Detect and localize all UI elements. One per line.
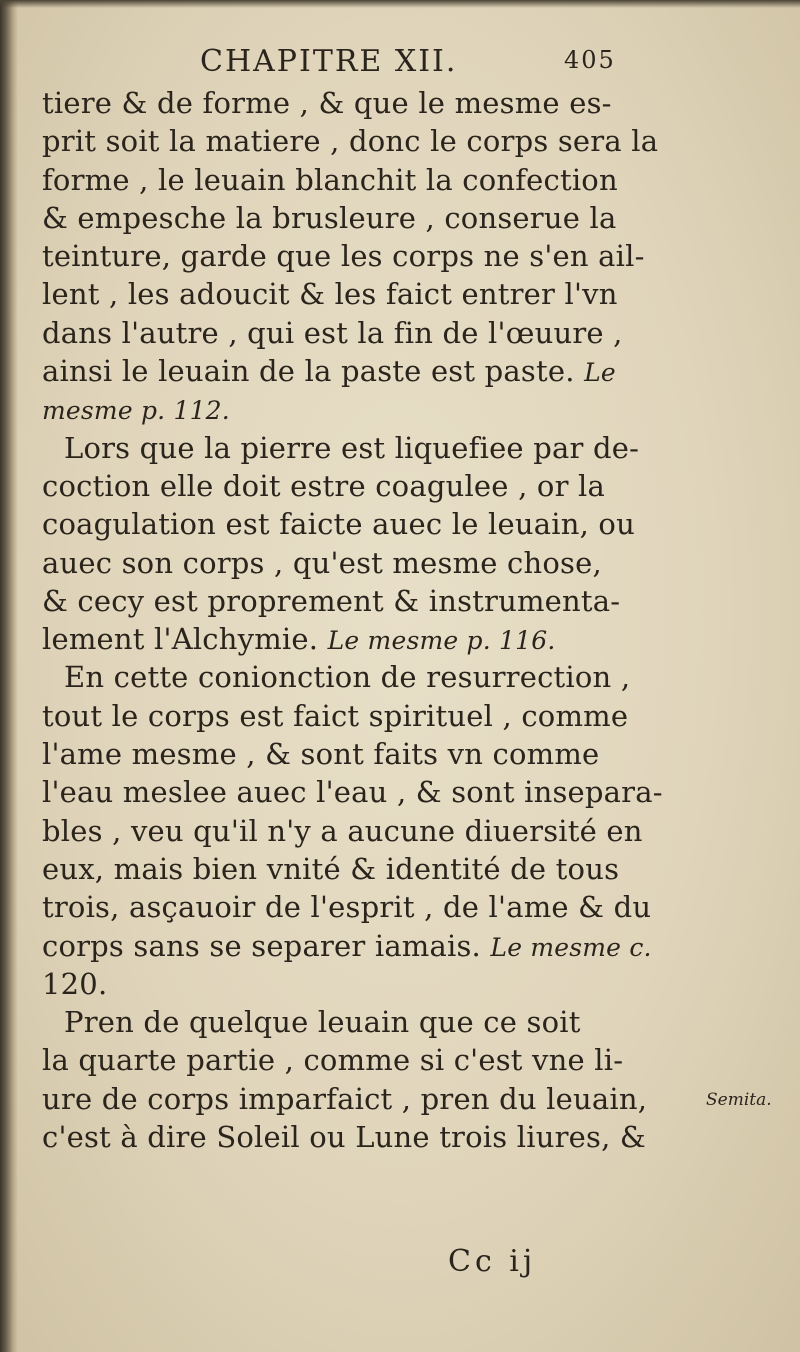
text-line bbox=[42, 850, 662, 888]
line-text: la quarte partie , comme si c'est vne li- bbox=[42, 1043, 624, 1078]
line-text: prit soit la matiere , donc le corps sera la bbox=[42, 124, 659, 159]
text-line bbox=[42, 275, 662, 313]
text-line bbox=[42, 582, 662, 620]
text-line bbox=[42, 658, 662, 696]
text-line bbox=[42, 467, 662, 505]
signature-mark: Cc ij bbox=[448, 1244, 537, 1279]
line-text: 120. bbox=[42, 966, 108, 1001]
running-head bbox=[42, 40, 662, 84]
top-edge-shadow bbox=[0, 0, 800, 8]
text-line bbox=[42, 965, 662, 1003]
page-number: 405 bbox=[564, 46, 616, 74]
margin-note: Semita. bbox=[706, 1090, 772, 1110]
line-text: ure de corps imparfaict , pren du leuain, bbox=[42, 1081, 648, 1116]
text-line bbox=[42, 888, 662, 926]
text-line bbox=[42, 199, 662, 237]
text-line bbox=[42, 122, 662, 160]
text-line bbox=[42, 544, 662, 582]
text-line bbox=[42, 352, 662, 390]
line-text: c'est à dire Soleil ou Lune trois liures, & bbox=[42, 1120, 646, 1155]
line-text: & cecy est proprement & instrumenta- bbox=[42, 583, 621, 618]
text-line bbox=[42, 84, 662, 122]
line-text: lement l'Alchymie. bbox=[42, 622, 319, 657]
text-line bbox=[42, 1118, 662, 1156]
line-text: & empesche la brusleure , conserue la bbox=[42, 200, 617, 235]
text-block bbox=[42, 40, 662, 1156]
citation-reference: Le mesme c. bbox=[490, 932, 652, 962]
text-line bbox=[42, 314, 662, 352]
line-text: coction elle doit estre coagulee , or la bbox=[42, 468, 606, 503]
text-line bbox=[42, 161, 662, 199]
text-line bbox=[42, 697, 662, 735]
line-text: Pren de quelque leuain que ce soit bbox=[64, 1005, 581, 1040]
line-text: l'eau meslee auec l'eau , & sont insepara- bbox=[42, 775, 663, 810]
line-text: tout le corps est faict spirituel , comme bbox=[42, 698, 629, 733]
line-text: lent , les adoucit & les faict entrer l'vn bbox=[42, 277, 618, 312]
line-text: bles , veu qu'il n'y a aucune diuersité en bbox=[42, 813, 643, 848]
text-line bbox=[42, 735, 662, 773]
line-text: Lors que la pierre est liquefiee par de- bbox=[64, 430, 640, 465]
text-line bbox=[42, 505, 662, 543]
text-line bbox=[42, 237, 662, 275]
text-line bbox=[42, 429, 662, 467]
line-text: l'ame mesme , & sont faits vn comme bbox=[42, 737, 600, 772]
text-line bbox=[42, 1003, 662, 1041]
text-line bbox=[42, 620, 662, 658]
chapter-title: CHAPITRE XII. bbox=[200, 44, 458, 79]
citation-reference: Le mesme p. 116. bbox=[327, 626, 556, 656]
text-line bbox=[42, 390, 662, 428]
line-text: ainsi le leuain de la paste est paste. bbox=[42, 354, 575, 389]
line-text: corps sans se separer iamais. bbox=[42, 928, 481, 963]
line-text: forme , le leuain blanchit la confection bbox=[42, 162, 618, 197]
citation-reference: mesme p. 112. bbox=[42, 396, 230, 426]
body-text bbox=[42, 84, 662, 1156]
binding-shadow bbox=[0, 0, 18, 1352]
line-text: teinture, garde que les corps ne s'en ail- bbox=[42, 239, 645, 274]
text-line bbox=[42, 1080, 662, 1118]
line-text: coagulation est faicte auec le leuain, ou bbox=[42, 507, 635, 542]
text-line bbox=[42, 1041, 662, 1079]
line-text: tiere & de forme , & que le mesme es- bbox=[42, 86, 612, 120]
line-text: dans l'autre , qui est la fin de l'œuure , bbox=[42, 315, 623, 350]
text-line bbox=[42, 927, 662, 965]
citation-reference: Le bbox=[584, 358, 616, 388]
line-text: En cette conionction de resurrection , bbox=[64, 660, 631, 695]
line-text: eux, mais bien vnité & identité de tous bbox=[42, 851, 620, 886]
text-line bbox=[42, 773, 662, 811]
line-text: trois, asçauoir de l'esprit , de l'ame & du bbox=[42, 890, 652, 925]
text-line bbox=[42, 812, 662, 850]
line-text: auec son corps , qu'est mesme chose, bbox=[42, 545, 602, 580]
